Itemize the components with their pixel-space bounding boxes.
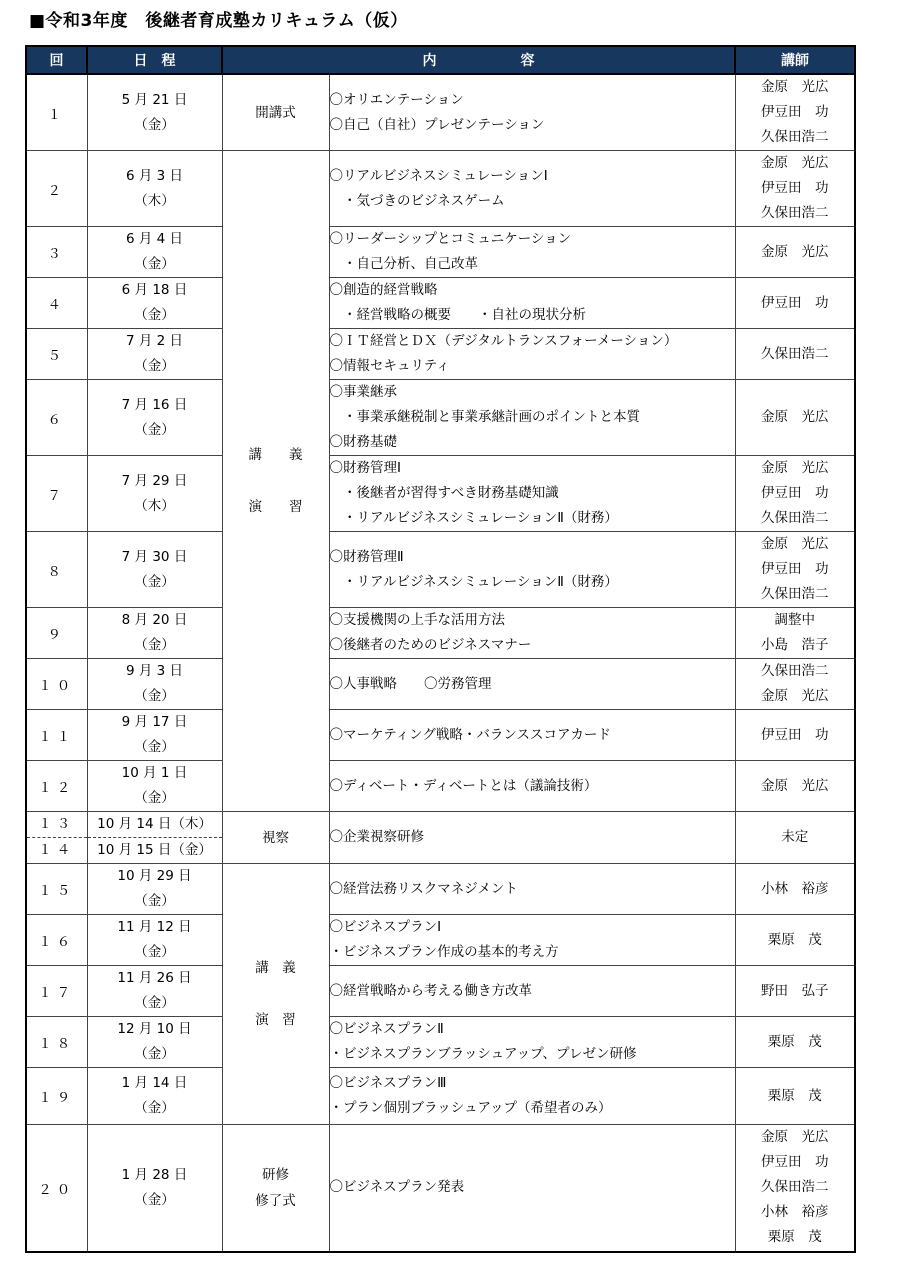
lecturer-name: 伊豆田 功: [761, 294, 829, 311]
content-line: ・事業承継税制と事業承継計画のポイントと本質: [329, 409, 640, 425]
date-line-1: 1 月 14 日: [121, 1075, 188, 1091]
session-content: [329, 761, 735, 812]
lecturer-cell: [735, 1125, 855, 1252]
session-number: ４: [26, 278, 87, 329]
date-line-2: （金）: [134, 995, 175, 1011]
date-line-1: 8 月 20 日: [121, 612, 188, 628]
session-content: [329, 74, 735, 151]
lecturer-cell: [735, 761, 855, 812]
session-date: [87, 380, 222, 456]
session-content: [329, 227, 735, 278]
session-number: ５: [26, 329, 87, 380]
session-number: １２: [26, 761, 87, 812]
content-line: 〇後継者のためのビジネスマナー: [329, 637, 532, 653]
lecturer-cell: [735, 608, 855, 659]
date-line-2: （金）: [134, 637, 175, 653]
content-line: 〇オリエンテーション: [329, 91, 464, 108]
lecturer-cell: [735, 812, 855, 864]
lecturer-name: 小林 裕彦: [761, 1204, 829, 1221]
lecturer-name: 野田 弘子: [761, 982, 829, 999]
session-date: [87, 608, 222, 659]
content-line: ・経営戦略の概要 ・自社の現状分析: [329, 307, 586, 323]
date-line-1: 6 月 3 日: [125, 167, 184, 184]
content-line: ・ビジネスプランブラッシュアップ、プレゼン研修: [329, 1046, 637, 1062]
content-line: 〇企業視察研修: [329, 829, 424, 845]
session-number: ７: [26, 456, 87, 532]
lecturer-name: 金原 光広: [761, 536, 829, 552]
content-line: 〇リアルビジネスシミュレーションⅠ: [329, 167, 548, 184]
lecturer-name: 久保田浩二: [761, 345, 829, 362]
session-content: [329, 532, 735, 608]
session-date: [87, 710, 222, 761]
session-number-b: １４: [27, 837, 87, 863]
session-date: [87, 864, 222, 915]
lecturer-name: 小林 裕彦: [761, 880, 829, 897]
category-practice: 演 習: [248, 499, 303, 515]
lecturer-name: 調整中: [774, 612, 815, 628]
lecturer-name: 金原 光広: [761, 1129, 829, 1146]
header-date: 日 程: [87, 46, 222, 74]
session-number: ６: [26, 380, 87, 456]
table-row: [26, 456, 855, 532]
content-line: ・リアルビジネスシミュレーションⅡ（財務）: [329, 573, 618, 590]
session-date: [87, 456, 222, 532]
table-row: [26, 710, 855, 761]
session-date: [87, 532, 222, 608]
lecturer-name: 金原 光広: [761, 79, 829, 95]
content-line: 〇自己（自社）プレゼンテーション: [329, 116, 545, 133]
session-number: １８: [26, 1017, 87, 1068]
lecturer-cell: [735, 659, 855, 710]
session-date: [87, 812, 222, 864]
category-cell: 開講式: [222, 74, 329, 151]
lecturer-cell: [735, 864, 855, 915]
lecturer-name: 伊豆田 功: [761, 1154, 829, 1171]
category-practice: 演 習: [255, 1012, 296, 1028]
session-content: [329, 710, 735, 761]
date-line-2: （木）: [134, 192, 175, 209]
lecturer-name: 伊豆田 功: [761, 104, 829, 120]
date-line-2: （金）: [134, 790, 175, 806]
date-line-1: 11 月 26 日: [117, 970, 192, 986]
lecturer-name: 久保田浩二: [761, 510, 829, 526]
date-line-2: （金）: [134, 1046, 175, 1062]
lecturer-name: 金原 光広: [761, 155, 829, 171]
table-row: [26, 380, 855, 456]
lecturer-name: 金原 光広: [761, 409, 829, 425]
lecturer-name: 伊豆田 功: [761, 726, 829, 743]
lecturer-cell: [735, 74, 855, 151]
table-row: [26, 1017, 855, 1068]
session-date: [87, 1125, 222, 1252]
date-line-2: （金）: [134, 307, 175, 323]
date-line-1: 7 月 16 日: [121, 396, 188, 413]
content-line: 〇ビジネスプランⅡ: [329, 1021, 444, 1037]
content-line: 〇事業継承: [329, 384, 397, 400]
category-cell: [222, 1125, 329, 1252]
content-line: ・リアルビジネスシミュレーションⅡ（財務）: [329, 510, 618, 526]
session-content: [329, 864, 735, 915]
date-line-1: 9 月 17 日: [121, 714, 188, 730]
lecturer-name: 未定: [781, 829, 809, 845]
table-row: [26, 915, 855, 966]
session-content: [329, 812, 735, 864]
date-line-1: 1 月 28 日: [121, 1166, 188, 1183]
table-row: [26, 659, 855, 710]
date-line-2: （金）: [134, 688, 175, 704]
session-date: [87, 1068, 222, 1125]
date-line-2: （金）: [134, 256, 175, 272]
date-line-2: （木）: [134, 497, 175, 514]
date-line-2: （金）: [134, 944, 175, 960]
category-cell: [222, 864, 329, 1125]
session-number: １: [26, 74, 87, 151]
content-line: ・気づきのビジネスゲーム: [329, 192, 505, 209]
table-row: [26, 761, 855, 812]
session-content: [329, 380, 735, 456]
content-line: 〇支援機関の上手な活用方法: [329, 612, 505, 628]
category-training: 研修: [262, 1166, 289, 1183]
session-date: [87, 329, 222, 380]
content-line: 〇創造的経営戦略: [329, 282, 438, 298]
content-line: 〇財務管理Ⅰ: [329, 460, 401, 476]
header-row: [26, 46, 855, 74]
content-line: 〇財務基礎: [329, 434, 397, 450]
session-date: [87, 278, 222, 329]
session-number: １７: [26, 966, 87, 1017]
table-row: [26, 532, 855, 608]
session-date: [87, 761, 222, 812]
date-line-2: （金）: [134, 116, 175, 133]
table-row: [26, 74, 855, 151]
session-content: [329, 1068, 735, 1125]
lecturer-name: 金原 光広: [761, 777, 829, 794]
date-line-1: 12 月 10 日: [117, 1021, 192, 1037]
content-line: 〇財務管理Ⅱ: [329, 548, 404, 565]
lecturer-name: 伊豆田 功: [761, 561, 829, 577]
session-number: １５: [26, 864, 87, 915]
date-line-2: （金）: [134, 893, 175, 909]
date-line-1: 6 月 4 日: [125, 231, 184, 247]
lecturer-name: 伊豆田 功: [761, 180, 829, 196]
session-number-a: １３: [38, 816, 76, 832]
category-cell: [222, 151, 329, 812]
content-line: ・ビジネスプラン作成の基本的考え方: [329, 944, 559, 960]
session-number: ２: [26, 151, 87, 227]
table-row: [26, 812, 855, 864]
content-line: 〇ＩＴ経営とＤＸ（デジタルトランスフォーメーション）: [329, 333, 678, 349]
lecturer-name: 金原 光広: [761, 460, 829, 476]
lecturer-name: 栗原 茂: [767, 1087, 822, 1104]
category-lecture: 講 義: [255, 960, 296, 976]
header-content: 内 容: [222, 46, 735, 74]
category-lecture: 講 義: [248, 447, 303, 463]
lecturer-cell: [735, 1068, 855, 1125]
session-date: [87, 227, 222, 278]
content-line: 〇ディベート・ディベートとは（議論技術）: [329, 777, 598, 794]
content-line: 〇リーダーシップとコミュニケーション: [329, 231, 572, 247]
date-line-2: （金）: [134, 1191, 175, 1208]
table-row: [26, 278, 855, 329]
date-line-1: 10 月 14 日（木）: [97, 816, 212, 832]
table-row: [26, 608, 855, 659]
session-number: １１: [26, 710, 87, 761]
lecturer-name: 金原 光広: [761, 243, 829, 260]
date-line-1: 7 月 2 日: [125, 333, 184, 349]
content-line: 〇ビジネスプランⅠ: [329, 919, 442, 935]
category-closing: 修了式: [255, 1192, 296, 1209]
page-title: ■令和3年度 後継者育成塾カリキュラム（仮）: [29, 11, 408, 31]
date-line-1: 5 月 21 日: [121, 91, 188, 108]
header-lecturer: 講師: [735, 46, 855, 74]
date-line-1: 6 月 18 日: [121, 282, 188, 298]
lecturer-cell: [735, 915, 855, 966]
session-number: ８: [26, 532, 87, 608]
table-row: [26, 864, 855, 915]
session-content: [329, 456, 735, 532]
lecturer-cell: [735, 966, 855, 1017]
curriculum-table: [25, 45, 856, 1253]
session-number: ９: [26, 608, 87, 659]
content-line: 〇経営法務リスクマネジメント: [329, 880, 518, 897]
date-line-2: （金）: [134, 358, 175, 374]
session-content: [329, 915, 735, 966]
session-number: １６: [26, 915, 87, 966]
lecturer-cell: [735, 1017, 855, 1068]
content-line: 〇ビジネスプランⅢ: [329, 1075, 447, 1091]
date-line-1: 7 月 30 日: [121, 548, 188, 565]
lecturer-cell: [735, 710, 855, 761]
session-date: [87, 1017, 222, 1068]
session-content: [329, 966, 735, 1017]
date-line-1: 10 月 1 日: [121, 765, 188, 781]
lecturer-cell: [735, 151, 855, 227]
session-content: [329, 659, 735, 710]
session-number: １９: [26, 1068, 87, 1125]
date-line-1: 10 月 29 日: [117, 868, 192, 884]
lecturer-cell: [735, 329, 855, 380]
session-content: [329, 278, 735, 329]
lecturer-cell: [735, 278, 855, 329]
session-date: [87, 966, 222, 1017]
lecturer-name: 久保田浩二: [761, 1179, 829, 1196]
lecturer-name: 栗原 茂: [767, 931, 822, 948]
table-row: [26, 151, 855, 227]
date-line-2: （金）: [134, 1100, 175, 1116]
content-line: ・プラン個別ブラッシュアップ（希望者のみ）: [329, 1100, 612, 1116]
content-line: 〇経営戦略から考える働き方改革: [329, 982, 532, 999]
lecturer-name: 伊豆田 功: [761, 485, 829, 501]
session-number: ２０: [26, 1125, 87, 1252]
lecturer-cell: [735, 380, 855, 456]
date-line-2: 10 月 15 日（金）: [88, 837, 222, 863]
session-content: [329, 1125, 735, 1252]
date-line-2: （金）: [134, 573, 175, 590]
lecturer-name: 金原 光広: [761, 688, 829, 704]
session-date: [87, 74, 222, 151]
lecturer-name: 久保田浩二: [761, 205, 829, 221]
lecturer-name: 久保田浩二: [761, 129, 829, 145]
content-line: 〇情報セキュリティ: [329, 358, 450, 374]
session-number: [26, 812, 87, 864]
category-cell: 視察: [222, 812, 329, 864]
session-date: [87, 659, 222, 710]
session-content: [329, 329, 735, 380]
session-date: [87, 151, 222, 227]
lecturer-name: 小島 浩子: [761, 637, 829, 653]
lecturer-name: 栗原 茂: [767, 1229, 822, 1246]
table-row: [26, 1125, 855, 1252]
table-row: [26, 966, 855, 1017]
lecturer-name: 栗原 茂: [767, 1033, 822, 1050]
content-line: 〇人事戦略 〇労務管理: [329, 675, 492, 692]
session-number: １０: [26, 659, 87, 710]
header-num: 回: [26, 46, 87, 74]
lecturer-name: 久保田浩二: [761, 586, 829, 602]
date-line-2: （金）: [134, 739, 175, 755]
table-row: [26, 329, 855, 380]
session-content: [329, 1017, 735, 1068]
session-number: ３: [26, 227, 87, 278]
lecturer-cell: [735, 456, 855, 532]
date-line-1: 11 月 12 日: [117, 919, 192, 935]
content-line: ・後継者が習得すべき財務基礎知識: [329, 485, 559, 501]
session-content: [329, 608, 735, 659]
session-content: [329, 151, 735, 227]
table-row: [26, 227, 855, 278]
date-line-1: 9 月 3 日: [125, 663, 184, 679]
content-line: ・自己分析、自己改革: [329, 256, 478, 272]
lecturer-cell: [735, 532, 855, 608]
table-row: [26, 1068, 855, 1125]
date-line-2: （金）: [134, 421, 175, 438]
session-date: [87, 915, 222, 966]
content-line: 〇マーケティング戦略・バランススコアカード: [329, 726, 611, 743]
lecturer-cell: [735, 227, 855, 278]
lecturer-name: 久保田浩二: [761, 663, 829, 679]
content-line: 〇ビジネスプラン発表: [329, 1179, 465, 1196]
date-line-1: 7 月 29 日: [121, 472, 188, 489]
